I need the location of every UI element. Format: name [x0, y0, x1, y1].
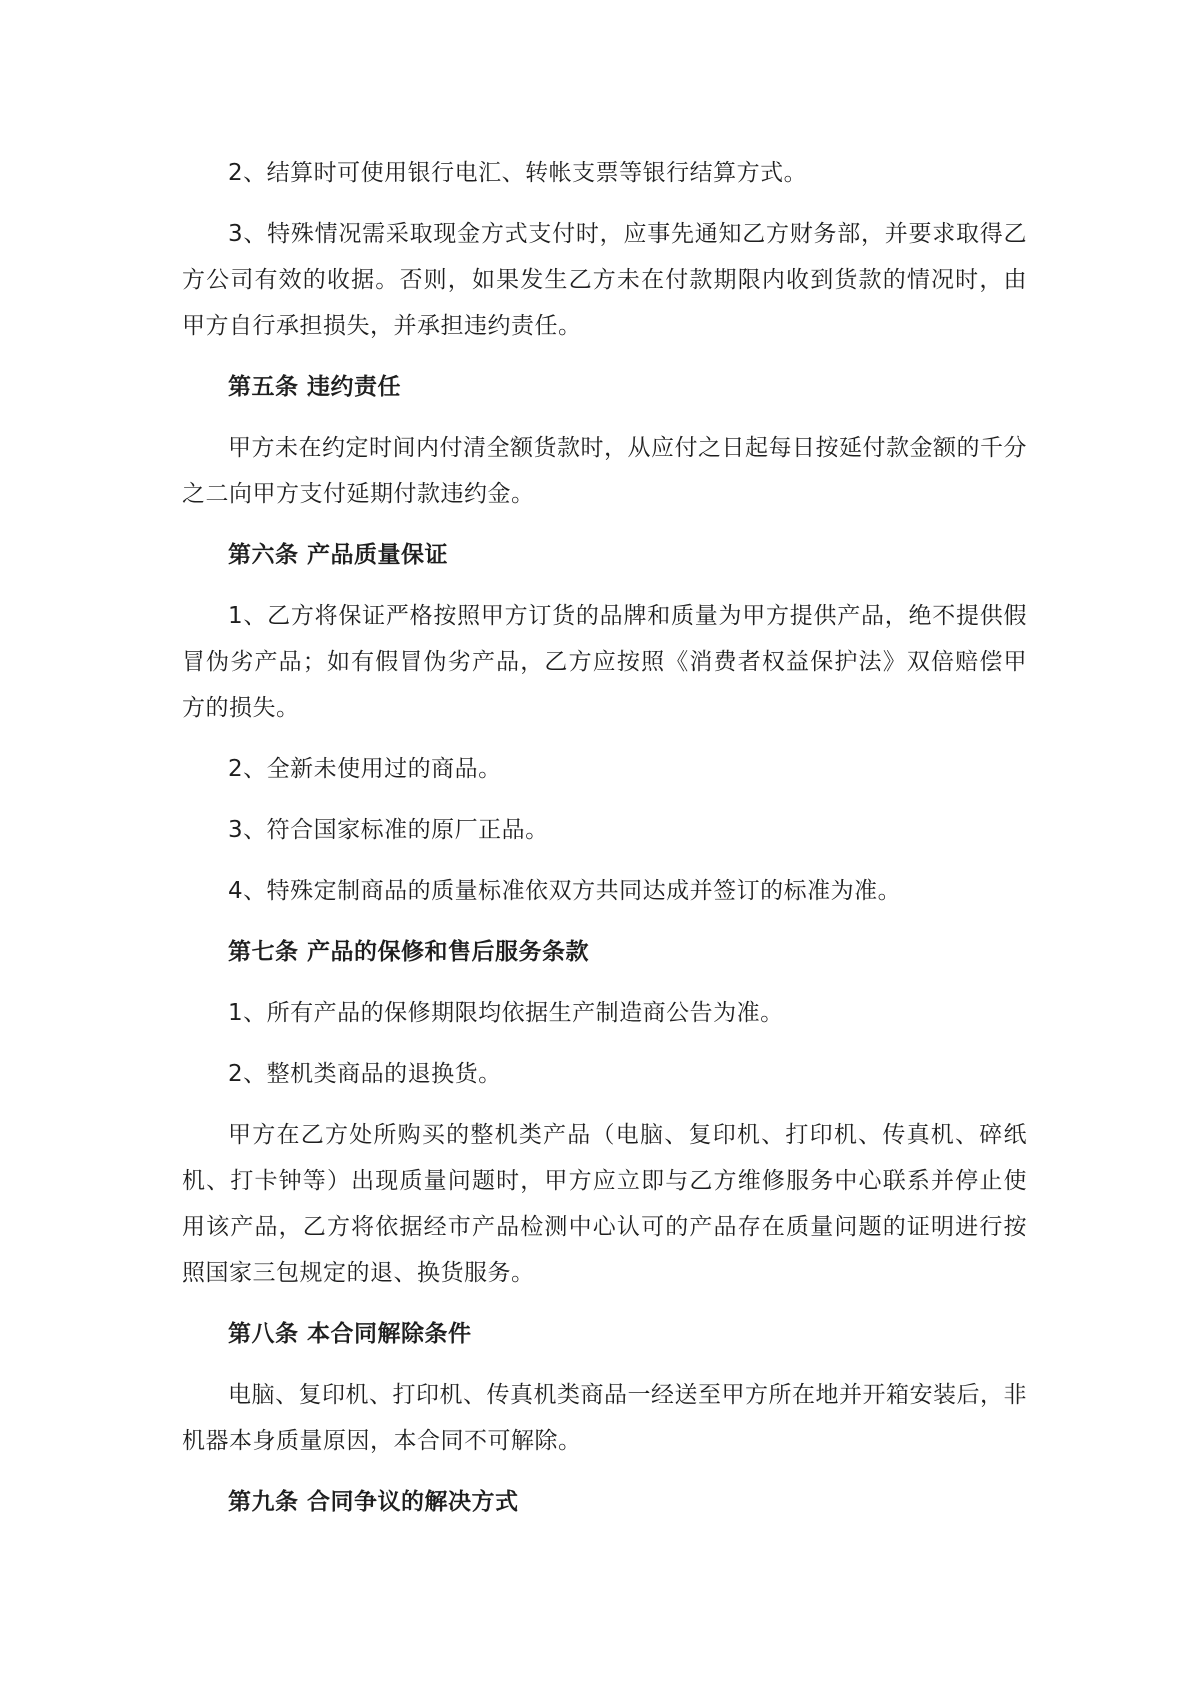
- clause-7-item-1: 1、所有产品的保修期限均依据生产制造商公告为准。: [228, 1000, 784, 1026]
- clause-6-item-3: 3、符合国家标准的原厂正品。: [228, 817, 549, 843]
- clause-8-body: 电脑、复印机、打印机、传真机类商品一经送至甲方所在地并开箱安装后，非机器本身质量原因，本合同不可解除。: [182, 1382, 1027, 1454]
- clause-5-heading: 第五条 违约责任: [228, 374, 402, 400]
- document-body: [182, 150, 1027, 1525]
- clause-9-heading: 第九条 合同争议的解决方式: [228, 1489, 519, 1515]
- clause-7-item-2: 2、整机类商品的退换货。: [228, 1061, 502, 1087]
- clause-6-heading: 第六条 产品质量保证: [228, 542, 449, 568]
- clause-4-item-3: 3、特殊情况需采取现金方式支付时，应事先通知乙方财务部，并要求取得乙方公司有效的收据。否则，如果发生乙方未在付款期限内收到货款的情况时，由甲方自行承担损失，并承担违约责任。: [182, 221, 1027, 339]
- clause-8-heading: 第八条 本合同解除条件: [228, 1321, 472, 1347]
- clause-4-item-2: 2、结算时可使用银行电汇、转帐支票等银行结算方式。: [228, 160, 808, 186]
- clause-7-body: 甲方在乙方处所购买的整机类产品（电脑、复印机、打印机、传真机、碎纸机、打卡钟等）出现质量问题时，甲方应立即与乙方维修服务中心联系并停止使用该产品，乙方将依据经市产品检测中心认可的产品存在质量问题的证明进行按照国家三包规定的退、换货服务。: [182, 1122, 1027, 1286]
- clause-6-item-4: 4、特殊定制商品的质量标准依双方共同达成并签订的标准为准。: [228, 878, 902, 904]
- clause-7-heading: 第七条 产品的保修和售后服务条款: [228, 939, 590, 965]
- clause-6-item-1: 1、乙方将保证严格按照甲方订货的品牌和质量为甲方提供产品，绝不提供假冒伪劣产品；如有假冒伪劣产品，乙方应按照《消费者权益保护法》双倍赔偿甲方的损失。: [182, 603, 1027, 721]
- clause-6-item-2: 2、全新未使用过的商品。: [228, 756, 502, 782]
- clause-5-body: 甲方未在约定时间内付清全额货款时，从应付之日起每日按延付款金额的千分之二向甲方支付延期付款违约金。: [182, 435, 1027, 507]
